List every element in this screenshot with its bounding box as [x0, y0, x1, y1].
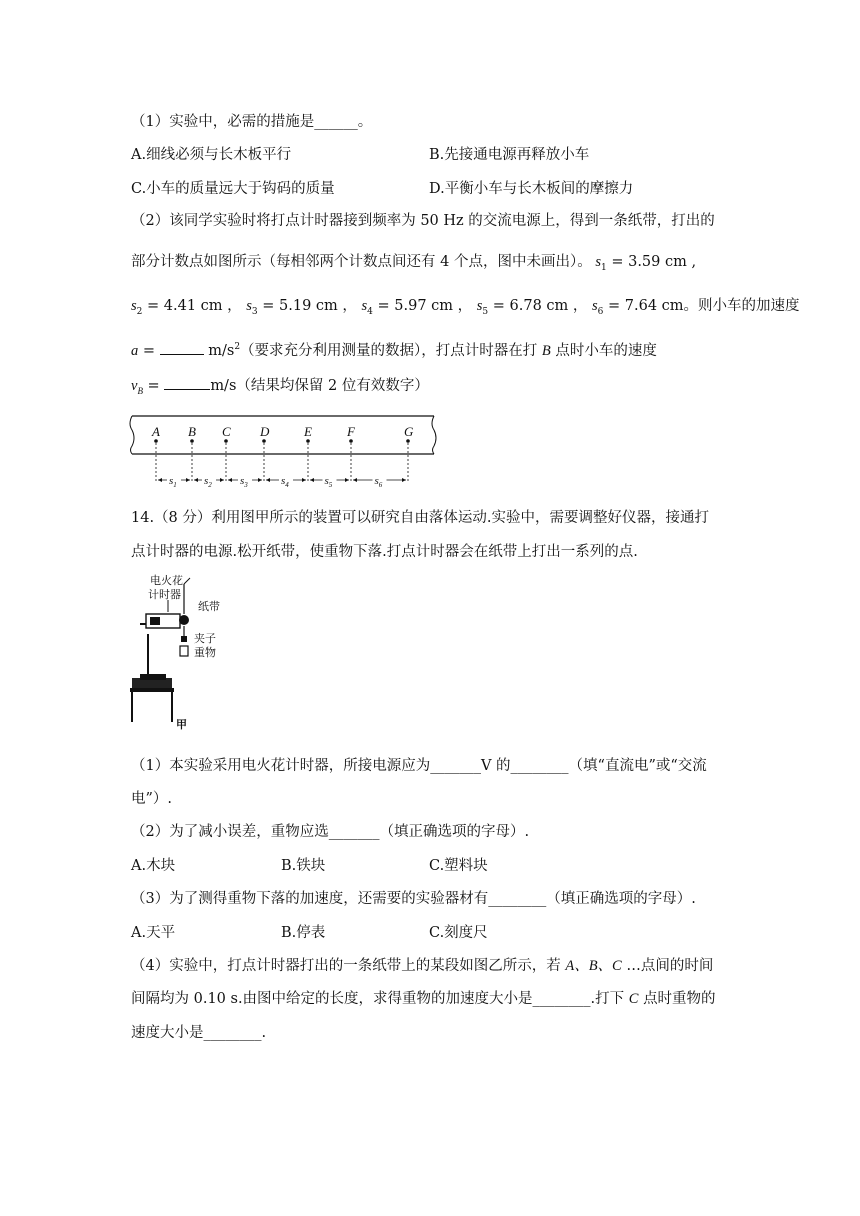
tape-right-tear: [432, 416, 436, 454]
tape-point-label: B: [188, 424, 196, 439]
figure-caption-jia: 甲: [176, 719, 187, 731]
q14-part4-text-b: …点间的时间: [626, 958, 714, 974]
segment-label: $s_5$: [324, 475, 333, 489]
point-b-label: B: [541, 342, 551, 359]
q14-part2-option-a: A.木块: [131, 858, 176, 874]
segment-arrowhead-left: [228, 478, 232, 482]
label-timer-line1: 电火花: [150, 575, 183, 587]
q14-part4-point-c: C: [628, 991, 639, 1007]
segment-arrowhead-left: [194, 478, 198, 482]
segment-arrowhead-right: [302, 478, 306, 482]
q14-part1-line2: 电”）.: [131, 791, 173, 807]
accel-answer-blank[interactable]: [160, 340, 204, 355]
q13-part2-line5: $v_B = m/s$（结果均保留 2 位有效数字）: [131, 375, 429, 401]
q13-part2-line2: 部分计数点如图所示（每相邻两个计数点间还有 4 个点，图中未画出）。 $s_1 = 3.59$ cm ,: [131, 254, 697, 273]
q14-part3-option-a: A.天平: [131, 925, 176, 941]
label-timer-line2: 计时器: [148, 589, 181, 601]
vb-answer-blank[interactable]: [164, 375, 210, 390]
tape-point-label: A: [152, 424, 160, 439]
value-s1: 3.59 cm: [628, 254, 687, 270]
paper-tape-end: [184, 578, 190, 584]
q14-part4-line1: [131, 956, 713, 976]
segment-arrowhead-right: [220, 478, 224, 482]
q13-part2-line1: （2）该同学实验时将打点计时器接到频率为 50 Hz 的交流电源上，得到一条纸带，打出的: [131, 213, 715, 229]
value-s3: 5.19 cm: [279, 298, 338, 314]
tape-dot: [349, 439, 353, 443]
q14-part4-text-d: 点时重物的: [643, 991, 716, 1007]
q14-part1-line1: （1）本实验采用电火花计时器，所接电源应为_______V 的________（填“直流电”或“交流: [131, 758, 707, 774]
q13-part2-line4: $a = m/s^2$（要求充分利用测量的数据），打点计时器在打 B 点时小车的速度: [131, 337, 657, 361]
tape-dot: [224, 439, 228, 443]
label-weight: 重物: [194, 647, 216, 659]
q13-option-b: B.先接通电源再释放小车: [429, 147, 590, 163]
timer-drum: [179, 615, 189, 625]
segment-label: $s_2$: [204, 475, 212, 489]
tape-point-label: C: [222, 424, 231, 439]
segment-arrowhead-right: [402, 478, 406, 482]
weight: [180, 646, 188, 656]
paper-tape-figure: [128, 410, 440, 490]
tape-dot: [190, 439, 194, 443]
tape-dot: [154, 439, 158, 443]
q14-part4-line2: [131, 989, 716, 1009]
value-s5: 6.78 cm: [509, 298, 569, 314]
table-edge: [130, 688, 174, 692]
segment-arrowhead-left: [158, 478, 162, 482]
q14-intro-line2: 点计时器的电源.松开纸带，使重物下落.打点计时器会在纸带上打出一系列的点.: [131, 544, 638, 560]
stand-base: [140, 674, 166, 680]
segment-arrowhead-left: [266, 478, 270, 482]
timer-panel: [150, 617, 160, 625]
segment-arrowhead-left: [310, 478, 314, 482]
tape-point-label: G: [404, 424, 414, 439]
tape-left-tear: [130, 416, 134, 454]
segment-arrowhead-right: [186, 478, 190, 482]
segment-arrowhead-left: [353, 478, 357, 482]
q14-part3-option-c: C.刻度尺: [429, 925, 488, 941]
segment-arrowhead-right: [258, 478, 262, 482]
value-s2: 4.41 cm: [163, 298, 223, 314]
q13-part1-prompt: （1）实验中，必需的措施是______。: [131, 114, 373, 130]
accel-unit: m/s: [208, 342, 235, 359]
q13-part2-text: 部分计数点如图所示（每相邻两个计数点间还有 4 个点，图中未画出）。: [131, 254, 592, 270]
q13-option-a: A.细线必须与长木板平行: [131, 147, 292, 163]
q14-part2-option-c: C.塑料块: [429, 858, 488, 874]
q13-option-c: C.小车的质量远大于钩码的质量: [131, 181, 335, 197]
value-s4: 5.97 cm: [394, 298, 454, 314]
q14-part2-prompt: （2）为了减小误差，重物应选_______（填正确选项的字母）.: [131, 824, 530, 840]
label-tape: 纸带: [198, 601, 220, 613]
clip: [181, 636, 187, 642]
tape-point-label: E: [304, 424, 312, 439]
q14-part3-option-b: B.停表: [281, 925, 326, 941]
tape-dot: [406, 439, 410, 443]
tape-dot: [262, 439, 266, 443]
q14-part4-text-c: 间隔均为 0.10 s.由图中给定的长度，求得重物的加速度大小是________.打下: [131, 991, 625, 1007]
segment-label: $s_6$: [374, 475, 383, 489]
value-s6: 7.64 cm: [624, 298, 684, 314]
segment-label: $s_3$: [240, 475, 248, 489]
segment-label: $s_4$: [281, 475, 289, 489]
q14-intro-line1: 14.（8 分）利用图甲所示的装置可以研究自由落体运动.实验中，需要调整好仪器，接通打: [131, 510, 709, 526]
tape-dot: [306, 439, 310, 443]
label-clip: 夹子: [194, 633, 216, 645]
q13-accel-lead: 。则小车的加速度: [683, 298, 800, 314]
q14-part4-points: A、B、C: [565, 958, 622, 974]
segment-arrowhead-right: [345, 478, 349, 482]
q14-part4-line3: 速度大小是________.: [131, 1025, 267, 1041]
q14-part3-prompt: （3）为了测得重物下落的加速度，还需要的实验器材有________（填正确选项的字母）.: [131, 891, 696, 907]
q14-part4-text-a: （4）实验中，打点计时器打出的一条纸带上的某段如图乙所示，若: [131, 958, 561, 974]
q14-part2-option-b: B.铁块: [281, 858, 326, 874]
free-fall-apparatus-figure: [128, 574, 228, 732]
vb-unit: m/s（结果均保留 2 位有效数字）: [210, 378, 429, 394]
q13-accel-note2: 点时小车的速度: [555, 342, 657, 359]
q13-part2-line3: $s_2 = 4.41$ cm ， $s_3 = 5.19$ cm ， $s_4 = 5.97$ cm ， $s_5 = 6.78$ cm ， $s_6 = 7.64$ cm。则小车的加速度: [131, 298, 800, 317]
tape-point-label: F: [347, 424, 355, 439]
segment-label: $s_1$: [169, 475, 177, 489]
tape-point-label: D: [260, 424, 270, 439]
q13-option-d: D.平衡小车与长木板间的摩擦力: [429, 181, 634, 197]
q13-accel-note: （要求充分利用测量的数据），打点计时器在打: [240, 342, 538, 359]
